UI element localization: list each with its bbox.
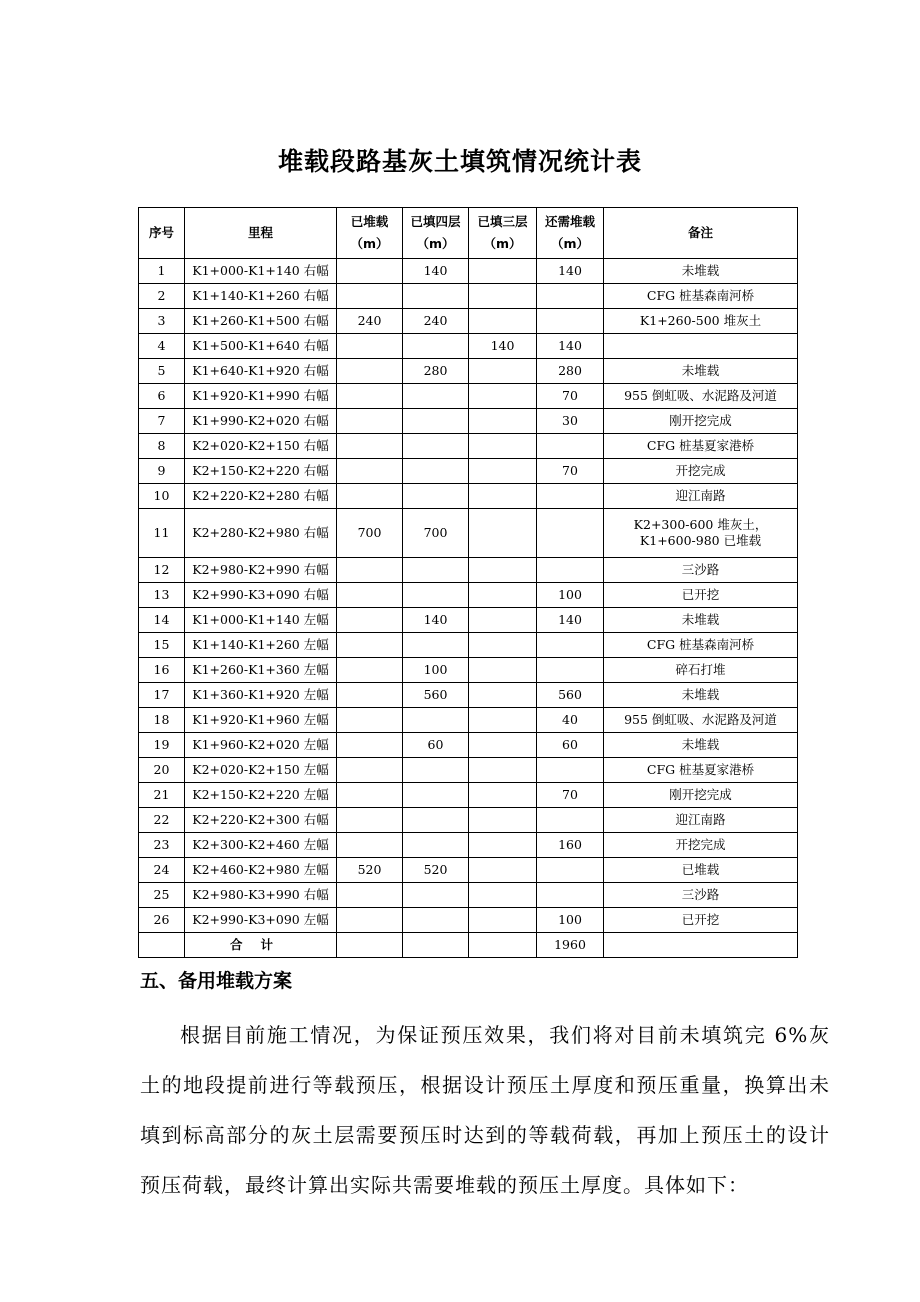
- cell-fill-three: 140: [469, 334, 537, 359]
- cell-mileage: K2+150-K2+220 左幅: [185, 783, 337, 808]
- cell-row-index: 21: [139, 783, 185, 808]
- cell-remaining: 560: [537, 683, 604, 708]
- cell-mileage: K2+980-K2+990 右幅: [185, 558, 337, 583]
- cell-loaded: [337, 658, 403, 683]
- total-value: 1960: [537, 933, 604, 958]
- cell-fill-four: 280: [403, 359, 469, 384]
- cell-remaining: [537, 633, 604, 658]
- cell-fill-four: [403, 833, 469, 858]
- cell-row-index: 16: [139, 658, 185, 683]
- header-col-remaining: 还需堆载（m）: [537, 208, 604, 259]
- cell-mileage: K1+960-K2+020 左幅: [185, 733, 337, 758]
- cell-remarks: 三沙路: [604, 558, 798, 583]
- cell-loaded: [337, 284, 403, 309]
- cell-fill-three: [469, 683, 537, 708]
- cell-row-index: 5: [139, 359, 185, 384]
- cell-remarks: 迎江南路: [604, 808, 798, 833]
- cell-remarks: 三沙路: [604, 883, 798, 908]
- cell-loaded: [337, 359, 403, 384]
- cell-row-index: 4: [139, 334, 185, 359]
- cell-fill-four: [403, 783, 469, 808]
- cell-remaining: 140: [537, 608, 604, 633]
- cell-mileage: K1+920-K1+960 左幅: [185, 708, 337, 733]
- cell-remaining: 40: [537, 708, 604, 733]
- cell-mileage: K2+220-K2+300 右幅: [185, 808, 337, 833]
- cell-loaded: [337, 583, 403, 608]
- cell-remarks: CFG 桩基夏家港桥: [604, 758, 798, 783]
- table-row: [139, 658, 798, 683]
- table-row: [139, 808, 798, 833]
- cell-mileage: K2+300-K2+460 左幅: [185, 833, 337, 858]
- cell-fill-three: [469, 309, 537, 334]
- cell-row-index: 6: [139, 384, 185, 409]
- cell-remarks: 未堆载: [604, 608, 798, 633]
- cell-loaded: [337, 708, 403, 733]
- cell-mileage: K1+260-K1+500 右幅: [185, 309, 337, 334]
- cell-remarks: 未堆载: [604, 683, 798, 708]
- cell-loaded: [337, 608, 403, 633]
- table-row: [139, 708, 798, 733]
- header-col-mileage: 里程: [185, 208, 337, 259]
- cell-fill-four: [403, 459, 469, 484]
- cell-mileage: K1+140-K1+260 右幅: [185, 284, 337, 309]
- table-row: [139, 858, 798, 883]
- cell-fill-three: [469, 658, 537, 683]
- table-row: [139, 334, 798, 359]
- cell-remarks: 未堆载: [604, 733, 798, 758]
- cell-mileage: K2+020-K2+150 左幅: [185, 758, 337, 783]
- cell-remarks: 955 倒虹吸、水泥路及河道: [604, 708, 798, 733]
- cell-loaded: [337, 484, 403, 509]
- cell-fill-four: [403, 883, 469, 908]
- cell-mileage: K1+260-K1+360 左幅: [185, 658, 337, 683]
- cell-row-index: 18: [139, 708, 185, 733]
- cell-remarks: 未堆载: [604, 359, 798, 384]
- cell-fill-three: [469, 833, 537, 858]
- cell-mileage: K1+990-K2+020 右幅: [185, 409, 337, 434]
- cell-loaded: [337, 409, 403, 434]
- table-row: [139, 359, 798, 384]
- cell-loaded: 700: [337, 509, 403, 558]
- cell-fill-three: [469, 733, 537, 758]
- header-col-fill-four: 已填四层（m）: [403, 208, 469, 259]
- cell-row-index: 3: [139, 309, 185, 334]
- cell-fill-four: 240: [403, 309, 469, 334]
- cell-fill-four: [403, 808, 469, 833]
- cell-remarks: K2+300-600 堆灰土， K1+600-980 已堆载: [604, 509, 798, 558]
- cell-remaining: [537, 309, 604, 334]
- table-row: [139, 259, 798, 284]
- total-row: [139, 933, 798, 958]
- cell-mileage: K2+460-K2+980 左幅: [185, 858, 337, 883]
- cell-fill-three: [469, 633, 537, 658]
- header-col-fill-three: 已填三层（m）: [469, 208, 537, 259]
- table-row: [139, 558, 798, 583]
- cell-remaining: [537, 808, 604, 833]
- cell-fill-three: [469, 708, 537, 733]
- table-body: [139, 259, 798, 933]
- cell-remaining: [537, 558, 604, 583]
- cell-loaded: [337, 908, 403, 933]
- cell-fill-three: [469, 384, 537, 409]
- cell-fill-three: [469, 509, 537, 558]
- table-row: [139, 733, 798, 758]
- cell-fill-four: [403, 908, 469, 933]
- cell-row-index: 15: [139, 633, 185, 658]
- cell-mileage: K1+000-K1+140 右幅: [185, 259, 337, 284]
- cell-remarks: 开挖完成: [604, 833, 798, 858]
- cell-remaining: [537, 883, 604, 908]
- cell-remaining: 70: [537, 459, 604, 484]
- cell-fill-four: [403, 583, 469, 608]
- cell-remaining: 100: [537, 583, 604, 608]
- cell-mileage: K1+360-K1+920 左幅: [185, 683, 337, 708]
- cell-remarks: 刚开挖完成: [604, 409, 798, 434]
- cell-remaining: 70: [537, 783, 604, 808]
- cell-row-index: 17: [139, 683, 185, 708]
- cell-remarks: 迎江南路: [604, 484, 798, 509]
- cell-fill-three: [469, 409, 537, 434]
- table-row: [139, 833, 798, 858]
- cell-row-index: 13: [139, 583, 185, 608]
- total-empty-cell: [403, 933, 469, 958]
- cell-mileage: K2+980-K3+990 右幅: [185, 883, 337, 908]
- cell-fill-four: 560: [403, 683, 469, 708]
- table-footer: [139, 933, 798, 958]
- cell-remaining: [537, 484, 604, 509]
- cell-fill-four: [403, 434, 469, 459]
- cell-row-index: 11: [139, 509, 185, 558]
- cell-mileage: K2+150-K2+220 右幅: [185, 459, 337, 484]
- header-col-loaded: 已堆载（m）: [337, 208, 403, 259]
- cell-loaded: [337, 683, 403, 708]
- table-row: [139, 509, 798, 558]
- section-heading: 五、备用堆载方案: [140, 970, 293, 992]
- cell-row-index: 26: [139, 908, 185, 933]
- cell-loaded: [337, 558, 403, 583]
- cell-fill-four: 100: [403, 658, 469, 683]
- cell-remarks: K1+260-500 堆灰土: [604, 309, 798, 334]
- cell-row-index: 14: [139, 608, 185, 633]
- fill-statistics-table: [138, 207, 798, 958]
- cell-remaining: 280: [537, 359, 604, 384]
- cell-fill-three: [469, 359, 537, 384]
- cell-row-index: 20: [139, 758, 185, 783]
- table-row: [139, 434, 798, 459]
- cell-loaded: [337, 384, 403, 409]
- table-row: [139, 633, 798, 658]
- cell-row-index: 25: [139, 883, 185, 908]
- header-col-remarks: 备注: [604, 208, 798, 259]
- cell-row-index: 22: [139, 808, 185, 833]
- table-row: [139, 583, 798, 608]
- body-paragraph: 根据目前施工情况，为保证预压效果，我们将对目前未填筑完 6%灰土的地段提前进行等载预压，根据设计预压土厚度和预压重量，换算出未填到标高部分的灰土层需要预压时达到的等载荷载，再加上预压土的设计预压荷载，最终计算出实际共需要堆载的预压土厚度。具体如下：: [140, 1023, 830, 1197]
- cell-fill-three: [469, 808, 537, 833]
- cell-remarks: 已堆载: [604, 858, 798, 883]
- cell-mileage: K1+140-K1+260 左幅: [185, 633, 337, 658]
- cell-fill-four: 60: [403, 733, 469, 758]
- cell-fill-four: 140: [403, 259, 469, 284]
- cell-loaded: [337, 334, 403, 359]
- cell-row-index: 9: [139, 459, 185, 484]
- cell-fill-four: [403, 558, 469, 583]
- cell-fill-three: [469, 583, 537, 608]
- cell-remaining: 70: [537, 384, 604, 409]
- cell-mileage: K2+990-K3+090 左幅: [185, 908, 337, 933]
- table-row: [139, 683, 798, 708]
- cell-loaded: [337, 733, 403, 758]
- cell-mileage: K1+920-K1+990 右幅: [185, 384, 337, 409]
- cell-fill-three: [469, 908, 537, 933]
- cell-fill-four: 700: [403, 509, 469, 558]
- cell-loaded: 240: [337, 309, 403, 334]
- cell-remarks: CFG 桩基森南河桥: [604, 633, 798, 658]
- cell-fill-three: [469, 858, 537, 883]
- cell-fill-four: [403, 409, 469, 434]
- cell-remaining: 160: [537, 833, 604, 858]
- cell-fill-four: [403, 384, 469, 409]
- cell-remaining: 140: [537, 259, 604, 284]
- cell-remaining: 100: [537, 908, 604, 933]
- cell-row-index: 10: [139, 484, 185, 509]
- cell-row-index: 23: [139, 833, 185, 858]
- cell-remarks: 刚开挖完成: [604, 783, 798, 808]
- table-row: [139, 284, 798, 309]
- cell-loaded: [337, 459, 403, 484]
- cell-remaining: [537, 509, 604, 558]
- cell-remaining: 60: [537, 733, 604, 758]
- cell-row-index: 8: [139, 434, 185, 459]
- cell-remarks: 碎石打堆: [604, 658, 798, 683]
- cell-fill-four: [403, 758, 469, 783]
- cell-loaded: [337, 833, 403, 858]
- page-title: 堆载段路基灰土填筑情况统计表: [277, 147, 642, 176]
- cell-loaded: [337, 259, 403, 284]
- cell-loaded: [337, 434, 403, 459]
- cell-remaining: [537, 658, 604, 683]
- cell-mileage: K1+000-K1+140 左幅: [185, 608, 337, 633]
- cell-remarks: 未堆载: [604, 259, 798, 284]
- cell-mileage: K2+280-K2+980 右幅: [185, 509, 337, 558]
- cell-fill-four: [403, 284, 469, 309]
- cell-remarks: 已开挖: [604, 908, 798, 933]
- cell-fill-three: [469, 758, 537, 783]
- cell-remarks: 955 倒虹吸、水泥路及河道: [604, 384, 798, 409]
- cell-loaded: [337, 808, 403, 833]
- table-row: [139, 908, 798, 933]
- cell-loaded: [337, 633, 403, 658]
- cell-loaded: 520: [337, 858, 403, 883]
- cell-fill-four: [403, 633, 469, 658]
- table-row: [139, 883, 798, 908]
- cell-remarks: 开挖完成: [604, 459, 798, 484]
- table-row: [139, 484, 798, 509]
- cell-fill-three: [469, 484, 537, 509]
- cell-mileage: K1+500-K1+640 右幅: [185, 334, 337, 359]
- cell-fill-four: [403, 708, 469, 733]
- table-row: [139, 459, 798, 484]
- table-row: [139, 384, 798, 409]
- cell-remaining: [537, 858, 604, 883]
- cell-fill-three: [469, 883, 537, 908]
- cell-row-index: 7: [139, 409, 185, 434]
- cell-remarks: [604, 334, 798, 359]
- table-header: [139, 208, 798, 259]
- cell-remaining: 30: [537, 409, 604, 434]
- cell-fill-three: [469, 783, 537, 808]
- cell-loaded: [337, 758, 403, 783]
- cell-remarks: CFG 桩基夏家港桥: [604, 434, 798, 459]
- cell-fill-three: [469, 284, 537, 309]
- cell-row-index: 19: [139, 733, 185, 758]
- total-empty-cell: [337, 933, 403, 958]
- cell-fill-three: [469, 558, 537, 583]
- cell-fill-three: [469, 459, 537, 484]
- cell-row-index: 1: [139, 259, 185, 284]
- cell-mileage: K2+220-K2+280 右幅: [185, 484, 337, 509]
- cell-mileage: K2+020-K2+150 右幅: [185, 434, 337, 459]
- cell-fill-four: [403, 334, 469, 359]
- table-row: [139, 309, 798, 334]
- cell-fill-four: [403, 484, 469, 509]
- total-empty-cell: [604, 933, 798, 958]
- table-row: [139, 608, 798, 633]
- total-empty-cell: [469, 933, 537, 958]
- cell-fill-four: 520: [403, 858, 469, 883]
- cell-mileage: K2+990-K3+090 右幅: [185, 583, 337, 608]
- cell-fill-four: 140: [403, 608, 469, 633]
- cell-fill-three: [469, 608, 537, 633]
- table-row: [139, 758, 798, 783]
- cell-remaining: [537, 284, 604, 309]
- cell-remaining: 140: [537, 334, 604, 359]
- cell-remarks: CFG 桩基森南河桥: [604, 284, 798, 309]
- total-label: 合计: [185, 933, 337, 958]
- cell-loaded: [337, 783, 403, 808]
- table-row: [139, 409, 798, 434]
- cell-mileage: K1+640-K1+920 右幅: [185, 359, 337, 384]
- cell-fill-three: [469, 259, 537, 284]
- cell-remarks: 已开挖: [604, 583, 798, 608]
- cell-remaining: [537, 758, 604, 783]
- cell-row-index: 2: [139, 284, 185, 309]
- total-index-cell: [139, 933, 185, 958]
- cell-fill-three: [469, 434, 537, 459]
- cell-remaining: [537, 434, 604, 459]
- cell-row-index: 12: [139, 558, 185, 583]
- cell-loaded: [337, 883, 403, 908]
- cell-row-index: 24: [139, 858, 185, 883]
- table-row: [139, 783, 798, 808]
- header-col-index: 序号: [139, 208, 185, 259]
